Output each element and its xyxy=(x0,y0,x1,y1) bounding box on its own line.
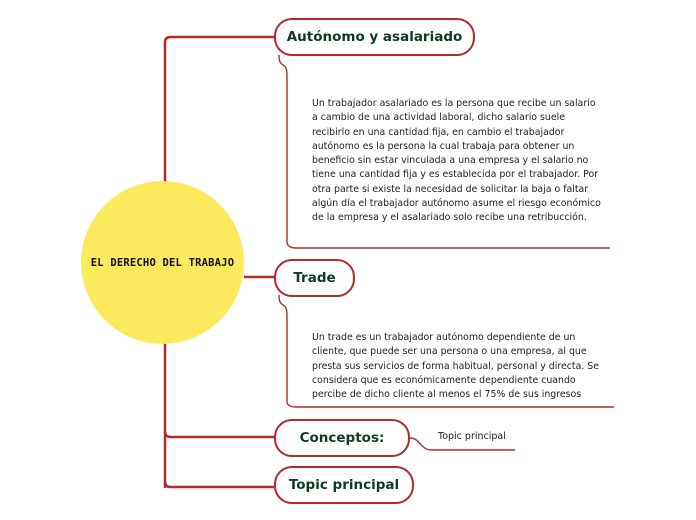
topic-autonomo-asalariado[interactable] xyxy=(274,18,475,56)
note-line: a cambio de una actividad laboral, dicho salario suele xyxy=(312,112,565,124)
note-line: autónomo es la persona la cual trabaja para obtener un xyxy=(312,140,575,152)
note-trade xyxy=(312,331,599,402)
topic-label: Trade xyxy=(293,270,336,286)
note-line: percibe de dicho cliente al menos el 75% de sus ingresos xyxy=(312,389,582,401)
subtopic-topic-principal[interactable] xyxy=(438,431,506,442)
note-line: tiene una cantidad fija y es establecida por el trabajador. Por xyxy=(312,169,599,181)
branch-topic-principal xyxy=(165,482,274,487)
topic-label: Topic principal xyxy=(288,477,400,493)
central-topic-label: EL DERECHO DEL TRABAJO xyxy=(90,256,235,269)
topic-label: Autónomo y asalariado xyxy=(286,29,463,45)
note-line: Un trabajador asalariado es la persona que recibe un salario xyxy=(312,98,596,109)
note-line: considera que es económicamente dependiente cuando xyxy=(312,374,576,386)
note-line: beneficio sin estar vinculada a una empresa y el salario no xyxy=(312,155,589,167)
note-line: de la empresa y el asalariado solo recibe una retribucción. xyxy=(312,212,587,224)
note-line: otra parte si existe la necesidad de solicitar la baja o faltar xyxy=(312,183,589,195)
note-line: recibirlo en una cantidad fija, en cambio el trabajador xyxy=(312,126,565,138)
branch-autonomo xyxy=(165,37,275,42)
subtopic-label: Topic principal xyxy=(438,431,506,442)
branch-conceptos xyxy=(165,432,274,437)
topic-conceptos[interactable] xyxy=(274,419,410,457)
topic-topic-principal[interactable] xyxy=(274,466,414,504)
central-topic[interactable] xyxy=(81,181,244,344)
note-line: presta sus servicios de forma habitual, personal y directa. Se xyxy=(312,360,600,372)
note-line: Un trade es un trabajador autónomo dependiente de un xyxy=(312,332,576,343)
topic-label: Conceptos: xyxy=(299,430,385,446)
note-line: cliente, que puede ser una persona o una empresa, al que xyxy=(312,346,587,358)
note-autonomo-asalariado xyxy=(312,97,601,226)
note-line: algún día el trabajador autónomo asume el riesgo económico xyxy=(312,198,601,210)
topic-trade[interactable] xyxy=(274,259,355,297)
